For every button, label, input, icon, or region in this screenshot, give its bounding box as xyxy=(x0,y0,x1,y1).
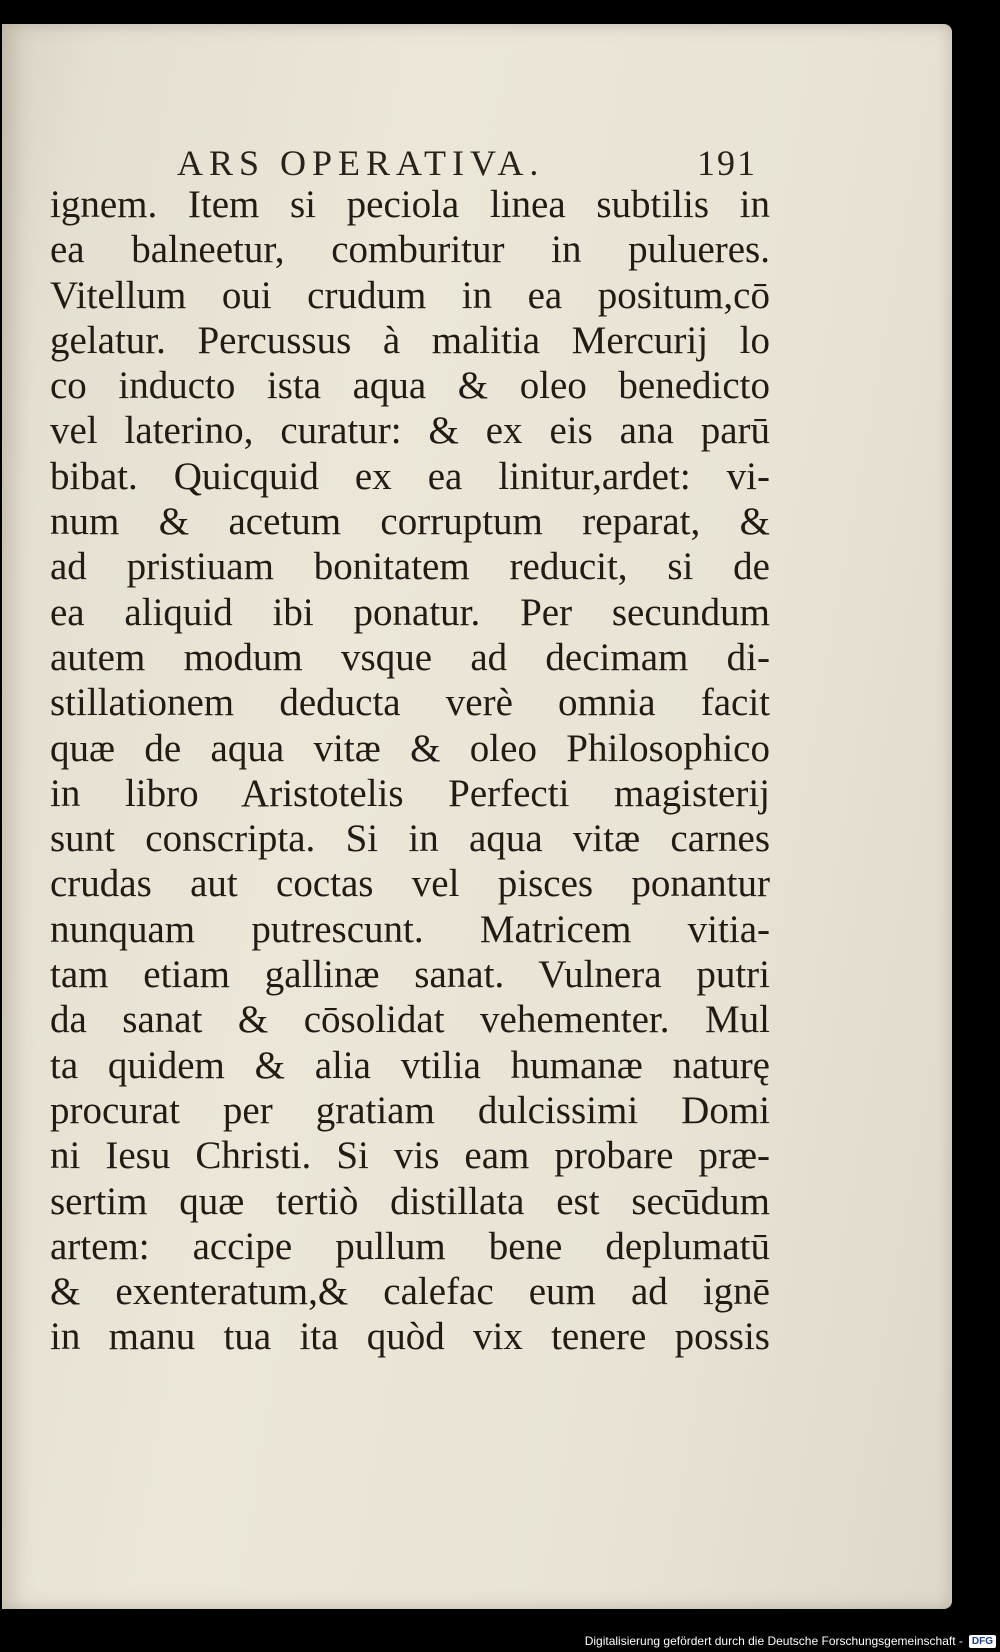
text-line: in manu tua ita quòd vix tenere possis xyxy=(50,1315,770,1359)
text-line: artem: accipe pullum bene deplumatū xyxy=(50,1224,770,1268)
text-line: sunt conscripta. Si in aqua vitæ carnes xyxy=(50,817,770,861)
text-line: bibat. Quicquid ex ea linitur,ardet: vi- xyxy=(50,454,770,498)
text-line: sertim quæ tertiò distillata est secūdum xyxy=(50,1179,770,1223)
text-line: & exenteratum,& calefac eum ad ignē xyxy=(50,1270,770,1314)
dfg-logo: DFG xyxy=(969,1635,996,1648)
running-head: ARS OPERATIVA. xyxy=(177,143,545,183)
text-line: ni Iesu Christi. Si vis eam probare præ- xyxy=(50,1134,770,1178)
text-line: autem modum vsque ad decimam di- xyxy=(50,635,770,679)
text-line: ignem. Item si peciola linea subtilis in xyxy=(50,183,770,226)
text-line: da sanat & cōsolidat vehementer. Mul xyxy=(50,998,770,1042)
text-line: procurat per gratiam dulcissimi Domi xyxy=(50,1088,770,1132)
funding-credit: Digitalisierung gefördert durch die Deutsche Forschungsgemeinschaft - xyxy=(584,1634,963,1648)
footer-credit-bar xyxy=(0,1630,1000,1652)
text-line: ea aliquid ibi ponatur. Per secundum xyxy=(50,590,770,634)
book-page xyxy=(2,24,952,1609)
text-line: in libro Aristotelis Perfecti magisterij xyxy=(50,771,770,815)
text-line: ta quidem & alia vtilia humanæ naturę xyxy=(50,1043,770,1087)
text-line: nunquam putrescunt. Matricem vitia- xyxy=(50,907,770,951)
text-line: ad pristiuam bonitatem reducit, si de xyxy=(50,545,770,589)
text-line: ea balneetur, comburitur in pulueres. xyxy=(50,228,770,272)
text-line: vel laterino, curatur: & ex eis ana parū xyxy=(50,409,770,453)
text-line: co inducto ista aqua & oleo benedicto xyxy=(50,364,770,408)
page-number: 191 xyxy=(697,143,757,183)
text-line: crudas aut coctas vel pisces ponantur xyxy=(50,862,770,906)
page-header xyxy=(177,142,757,184)
text-line: stillationem deducta verè omnia facit xyxy=(50,681,770,725)
text-line: tam etiam gallinæ sanat. Vulnera putri xyxy=(50,953,770,997)
text-line: quæ de aqua vitæ & oleo Philosophico xyxy=(50,726,770,770)
text-line: gelatur. Percussus à malitia Mercurij lo xyxy=(50,318,770,362)
text-line: Vitellum oui crudum in ea positum,cō xyxy=(50,273,770,317)
text-line: num & acetum corruptum reparat, & xyxy=(50,500,770,544)
body-text xyxy=(50,182,770,1360)
